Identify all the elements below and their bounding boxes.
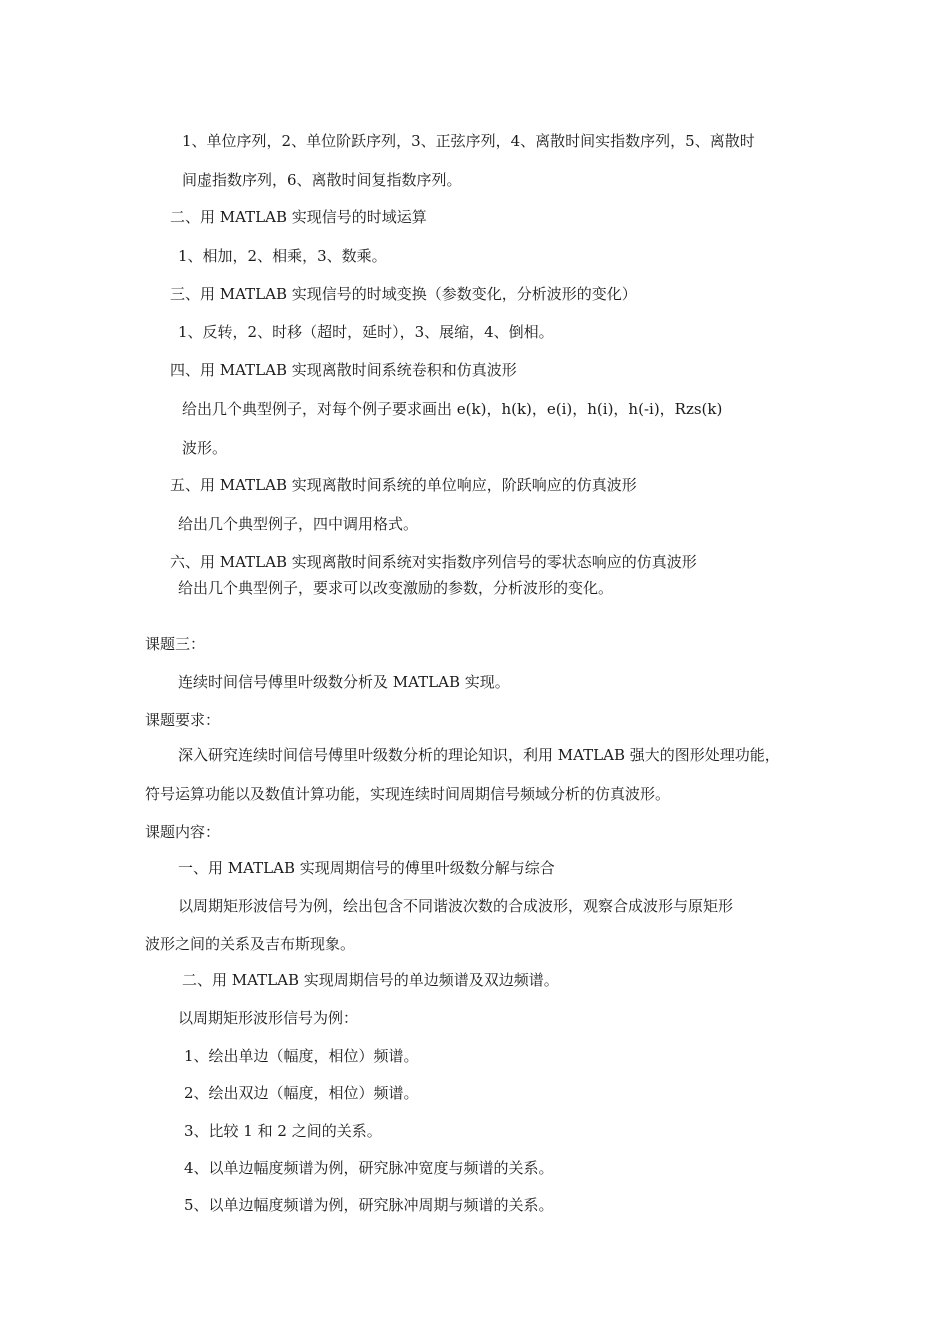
text-line: 1、单位序列，2、单位阶跃序列，3、正弦序列，4、离散时间实指数序列，5、离散时 <box>182 132 755 150</box>
text-line: 给出几个典型例子，对每个例子要求画出 e(k)，h(k)，e(i)，h(i)，h(-i)，Rzs(k) <box>182 400 723 418</box>
text-line: 波形之间的关系及吉布斯现象。 <box>145 935 356 953</box>
list-item: 5、以单边幅度频谱为例，研究脉冲周期与频谱的关系。 <box>184 1196 554 1214</box>
text-line: 深入研究连续时间信号傅里叶级数分析的理论知识，利用 MATLAB 强大的图形处理功能， <box>178 746 780 764</box>
section-heading: 六、用 MATLAB 实现离散时间系统对实指数序列信号的零状态响应的仿真波形 <box>170 553 697 571</box>
section-heading: 三、用 MATLAB 实现信号的时域变换（参数变化，分析波形的变化） <box>170 285 637 303</box>
text-line: 波形。 <box>182 439 228 457</box>
text-line: 符号运算功能以及数值计算功能，实现连续时间周期信号频域分析的仿真波形。 <box>145 785 671 803</box>
section-heading: 一、用 MATLAB 实现周期信号的傅里叶级数分解与综合 <box>178 859 555 877</box>
text-line: 1、相加，2、相乘，3、数乘。 <box>178 247 387 265</box>
section-heading: 二、用 MATLAB 实现周期信号的单边频谱及双边频谱。 <box>182 971 559 989</box>
list-item: 2、绘出双边（幅度，相位）频谱。 <box>184 1084 419 1102</box>
list-item: 1、绘出单边（幅度，相位）频谱。 <box>184 1047 419 1065</box>
text-line: 连续时间信号傅里叶级数分析及 MATLAB 实现。 <box>178 673 510 691</box>
text-line: 以周期矩形波形信号为例： <box>178 1009 359 1027</box>
section-heading: 五、用 MATLAB 实现离散时间系统的单位响应，阶跃响应的仿真波形 <box>170 476 637 494</box>
section-heading: 四、用 MATLAB 实现离散时间系统卷积和仿真波形 <box>170 361 517 379</box>
label-heading: 课题内容： <box>145 823 221 841</box>
label-heading: 课题三： <box>145 635 206 653</box>
text-line: 以周期矩形波信号为例，绘出包含不同谐波次数的合成波形，观察合成波形与原矩形 <box>178 897 734 915</box>
list-item: 4、以单边幅度频谱为例，研究脉冲宽度与频谱的关系。 <box>184 1159 554 1177</box>
section-heading: 二、用 MATLAB 实现信号的时域运算 <box>170 208 427 226</box>
label-heading: 课题要求： <box>145 711 221 729</box>
text-line: 给出几个典型例子，要求可以改变激励的参数，分析波形的变化。 <box>178 579 614 597</box>
text-line: 间虚指数序列，6、离散时间复指数序列。 <box>182 171 462 189</box>
text-line: 给出几个典型例子，四中调用格式。 <box>178 515 419 533</box>
text-line: 1、反转，2、时移（超时，延时），3、展缩，4、倒相。 <box>178 323 554 341</box>
list-item: 3、比较 1 和 2 之间的关系。 <box>184 1122 382 1140</box>
